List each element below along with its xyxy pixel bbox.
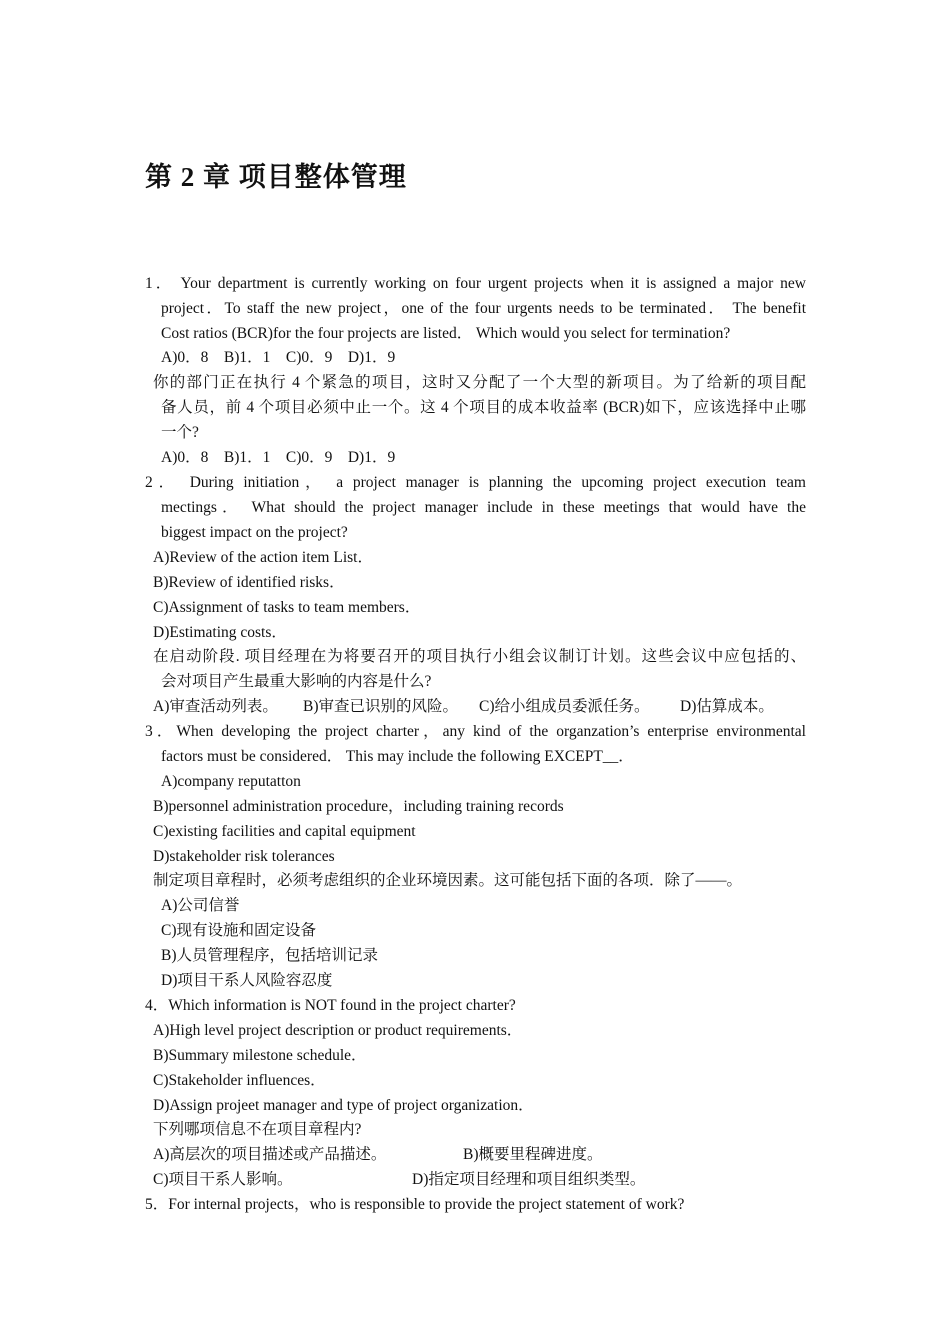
q1-line-3: Cost ratios (BCR)for the four projects are listed． Which would you select for termination? <box>161 325 731 342</box>
q1-options-en: A)0．8 B)1．1 C)0．9 D)1．9 <box>161 349 396 366</box>
q2-option-b: B)Review of identified risks． <box>153 574 345 591</box>
q4-option-d: D)Assign projeet manager and type of project organization． <box>153 1097 534 1114</box>
q3-cn-line-1: 制定项目章程时，必须考虑组织的企业环境因素。这可能包括下面的各项．除了——。 <box>153 872 743 889</box>
q2-cn-option-c: C)给小组成员委派任务。 <box>479 698 650 715</box>
q4-option-c: C)Stakeholder influences． <box>153 1072 326 1089</box>
q2-option-d: D)Estimating costs． <box>153 624 287 641</box>
q4-line-1: 4．Which information is NOT found in the project charter? <box>145 997 516 1014</box>
q4-cn-option-d: D)指定项目经理和项目组织类型。 <box>412 1171 646 1188</box>
q3-option-d: D)stakeholder risk tolerances <box>153 848 335 865</box>
q2-cn-option-d: D)估算成本。 <box>680 698 774 715</box>
q4-cn-line-1: 下列哪项信息不在项目章程内? <box>153 1121 362 1138</box>
q3-line-1: 3．When developing the project charter，any kind of the organzation’s enterprise environmental <box>145 723 806 740</box>
q3-option-c: C)existing facilities and capital equipment <box>153 823 416 840</box>
q2-cn-line-2: 会对项目产生最重大影响的内容是什么? <box>161 673 432 690</box>
q3-cn-option-d: D)项目干系人风险容忍度 <box>161 972 333 989</box>
q1-line-1: 1． Your department is currently working on four urgent projects when it is assigned a major new <box>145 275 806 292</box>
q1-cn-line-2: 备人员，前 4 个项目必须中止一个。这 4 个项目的成本收益率 (BCR)如下，应该选择中止哪 <box>161 399 806 416</box>
q1-cn-line-3: 一个? <box>161 424 199 441</box>
q4-cn-option-a: A)高层次的项目描述或产品描述。 <box>153 1146 387 1163</box>
q4-option-a: A)High level project description or product requirements． <box>153 1022 523 1039</box>
q3-cn-option-b: B)人员管理程序，包括培训记录 <box>161 947 379 964</box>
q2-line-2: mectings． What should the project manager include in these meetings that would have the <box>161 499 806 516</box>
q2-option-a: A)Review of the action item List． <box>153 549 373 566</box>
q3-cn-option-a: A)公司信誉 <box>161 897 240 914</box>
q2-line-3: biggest impact on the project? <box>161 524 348 541</box>
q2-line-1: 2． During initiation， a project manager is planning the upcoming project execution team <box>145 474 806 491</box>
q4-cn-option-b: B)概要里程碑进度。 <box>463 1146 603 1163</box>
q1-cn-line-1: 你的部门正在执行 4 个紧急的项目，这时又分配了一个大型的新项目。为了给新的项目配 <box>153 374 806 391</box>
q5-line-1: 5．For internal projects，who is responsible to provide the project statement of work? <box>145 1196 685 1213</box>
q2-cn-line-1: 在启动阶段. 项目经理在为将要召开的项目执行小组会议制订计划。这些会议中应包括的、 <box>153 648 806 665</box>
q3-option-a: A)company reputatton <box>161 773 301 790</box>
q2-option-c: C)Assignment of tasks to team members． <box>153 599 421 616</box>
q2-cn-option-b: B)审查已识别的风险。 <box>303 698 459 715</box>
q4-cn-option-c: C)项目干系人影响。 <box>153 1171 293 1188</box>
q1-line-2: project．To staff the new project，one of the four urgents needs to be terminated． The benefit <box>161 300 806 317</box>
q4-option-b: B)Summary milestone schedule． <box>153 1047 367 1064</box>
q3-option-b: B)personnel administration procedure，including training records <box>153 798 564 815</box>
q1-options-cn: A)0．8 B)1．1 C)0．9 D)1．9 <box>161 449 396 466</box>
q2-cn-option-a: A)审查活动列表。 <box>153 698 278 715</box>
q3-cn-option-c: C)现有设施和固定设备 <box>161 922 317 939</box>
q3-line-2: factors must be considered． This may include the following EXCEPT__． <box>161 748 634 765</box>
chapter-title: 第 2 章 项目整体管理 <box>145 162 407 192</box>
